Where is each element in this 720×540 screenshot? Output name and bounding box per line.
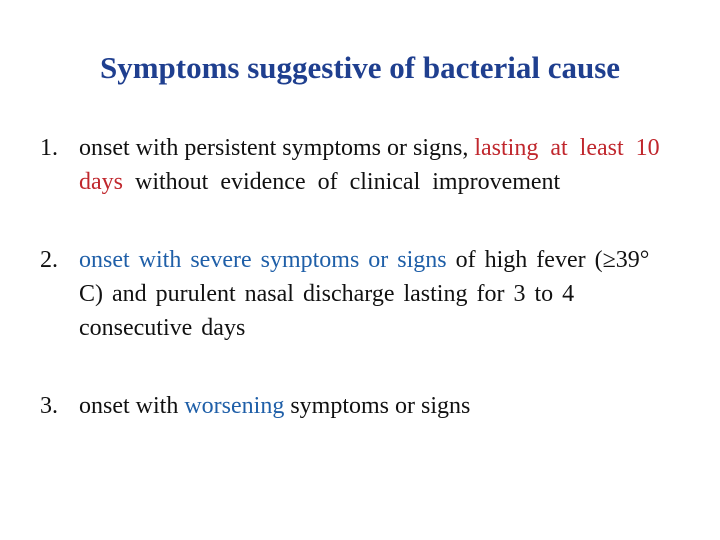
list-item-text-segment: without evidence of clinical improvement [123,169,561,195]
list-item-text-segment: of high fever (≥39° C) and purulent nasal discharge lasting for 3 to 4 consecutive days [79,247,650,341]
symptom-list [40,131,670,423]
list-item-text [79,135,660,195]
list-item-number: 3. [40,393,58,419]
list-item-highlight: worsening [184,393,285,419]
list-item-highlight: onset with severe symptoms or signs [79,247,447,273]
slide-title: Symptoms suggestive of bacterial cause [99,50,621,85]
list-item-text-segment: symptoms or signs [284,393,471,419]
list-item [40,243,670,345]
list-item [40,131,670,199]
list-item [40,389,670,423]
list-item-highlight: lasting at least 10 days [79,135,660,195]
list-item-text-segment: onset with [79,393,185,419]
list-item-text-segment: onset with persistent symptoms or signs, [79,135,475,161]
list-item-number: 2. [40,247,58,273]
list-item-number: 1. [40,135,58,161]
list-item-text [79,393,470,419]
list-item-text [79,247,649,341]
